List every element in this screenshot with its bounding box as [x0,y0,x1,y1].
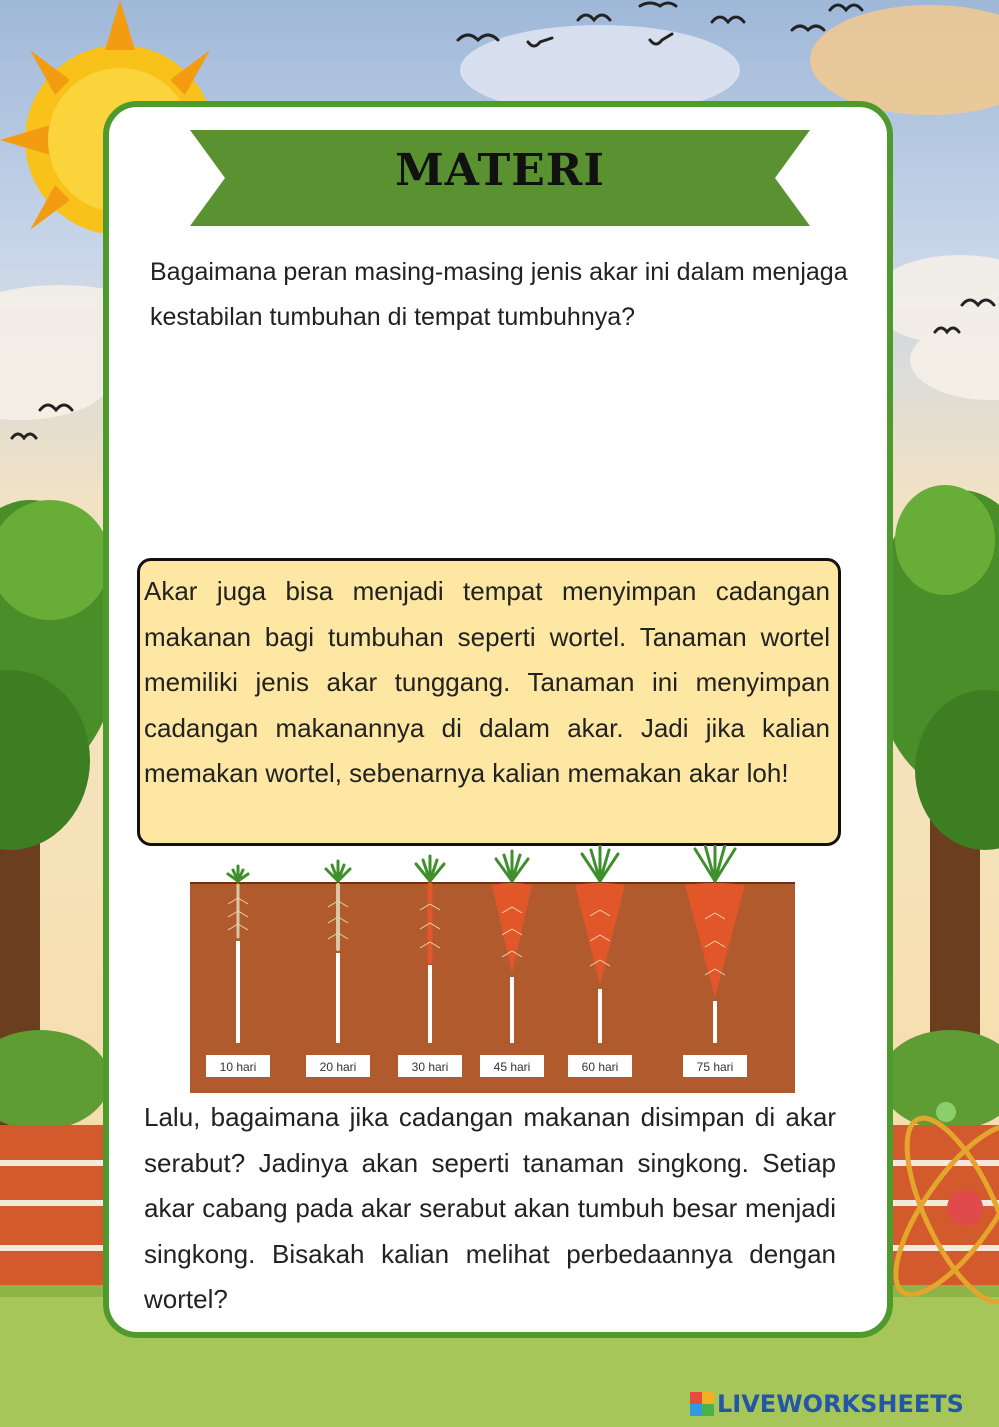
page-title: MATERI [395,145,605,196]
measure-bar [428,965,432,1043]
carrot-growth-figure [190,845,795,1093]
stage-label: 75 hari [696,1060,734,1074]
measure-bar [236,941,240,1043]
question-text: Bagaimana peran masing-masing jenis akar ini dalam menjaga kestabilan tumbuhan di tempat tumbuhnya? [150,258,848,331]
measure-bar [713,1001,717,1043]
bottom-text-block [144,1095,836,1323]
stage-label: 45 hari [493,1060,531,1074]
stage-label: 30 hari [411,1060,449,1074]
brand-name: LIVEWORKSHEETS [717,1390,964,1418]
measure-bar [510,977,514,1043]
stage-label: 60 hari [581,1060,619,1074]
bottom-text: Lalu, bagaimana jika cadangan makanan disimpan di akar serabut? Jadinya akan seperti tanaman singkong. Setiap akar cabang pada akar serabut akan tumbuh besar menjadi singkong. Bisakah kalian melihat perbedaannya dengan wortel? [144,1102,836,1314]
stage-label: 10 hari [219,1060,257,1074]
liveworksheets-icon [690,1392,714,1416]
measure-bar [598,989,602,1043]
liveworksheets-logo[interactable] [690,1390,964,1418]
measure-bar [336,953,340,1043]
info-box [137,558,841,846]
info-text: Akar juga bisa menjadi tempat menyimpan cadangan makanan bagi tumbuhan seperti wortel. Tanaman wortel memiliki jenis akar tunggang. Tanaman ini menyimpan cadangan makanannya di dalam akar. Jadi jika kalian memakan wortel, sebenarnya kalian memakan akar loh! [144,576,830,788]
stage-label: 20 hari [319,1060,357,1074]
